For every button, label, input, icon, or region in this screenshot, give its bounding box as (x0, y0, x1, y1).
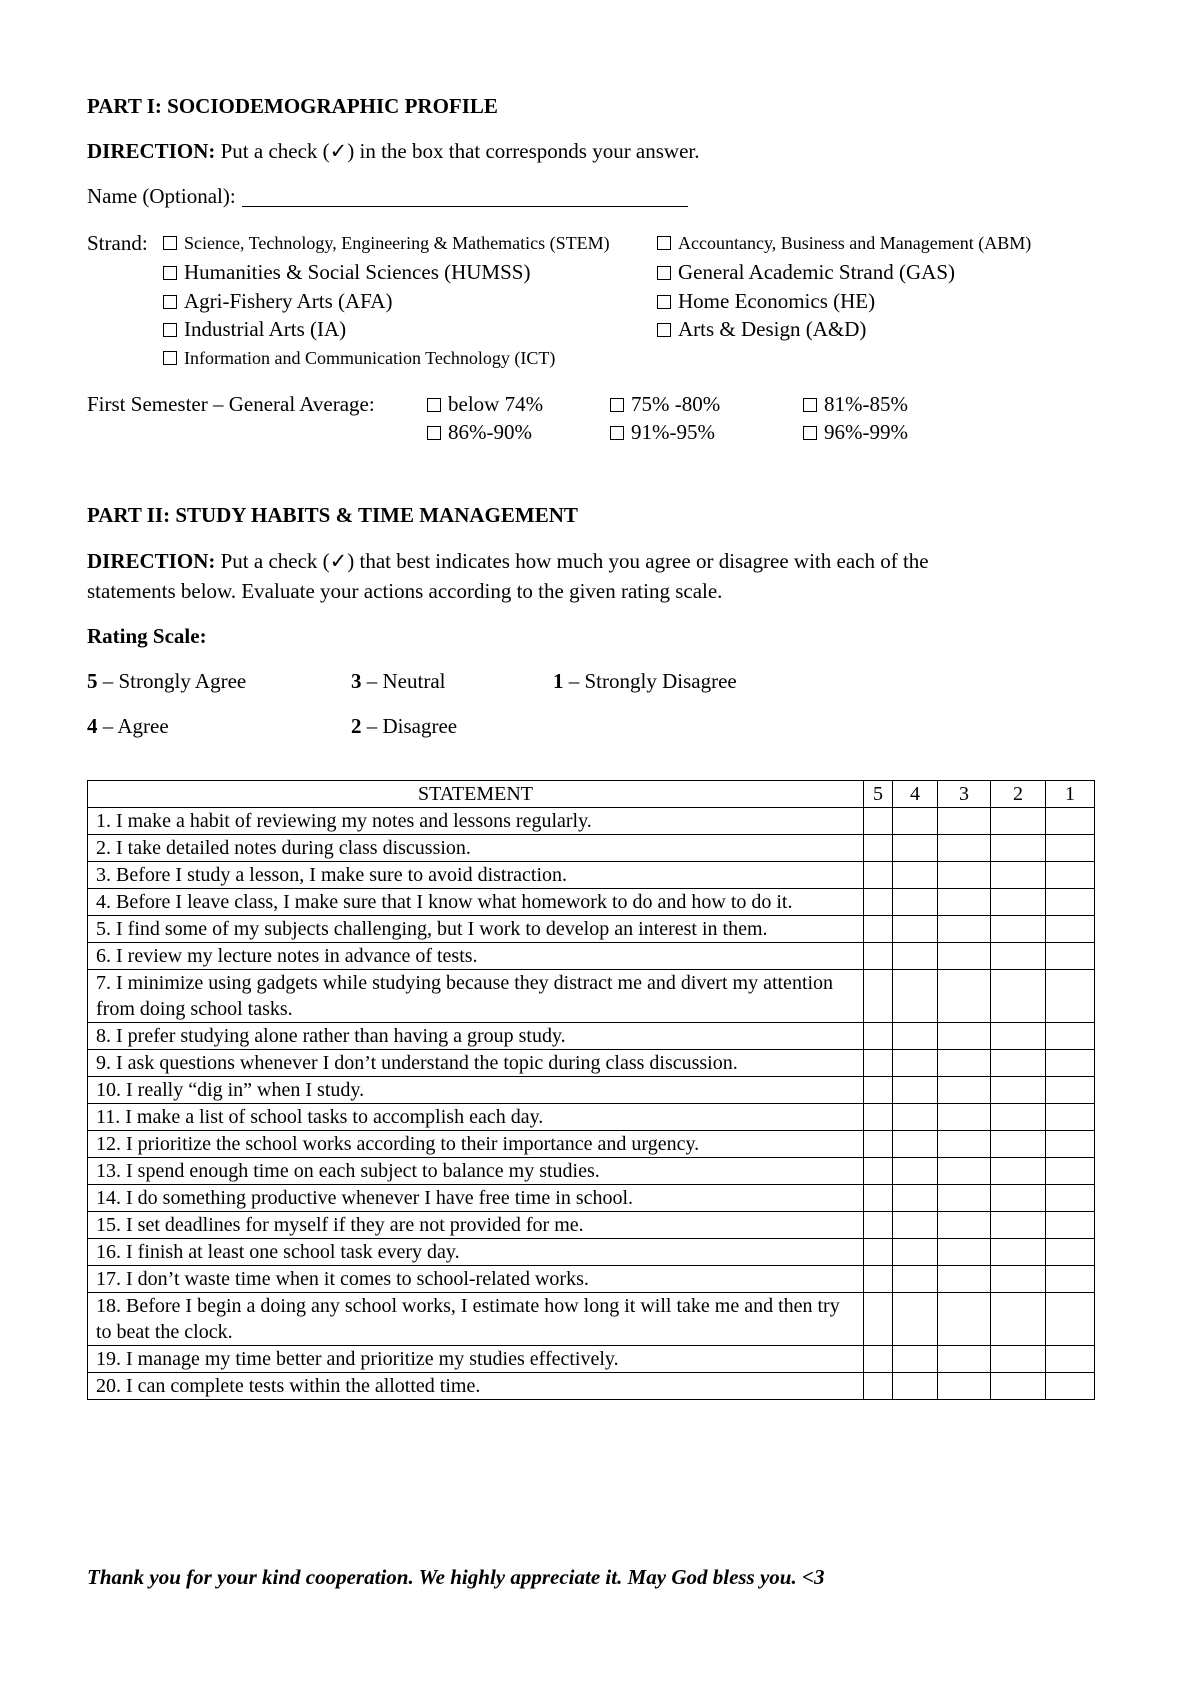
statement-cell: 1. I make a habit of reviewing my notes and lessons regularly. (88, 808, 864, 835)
statement-cell: 15. I set deadlines for myself if they are not provided for me. (88, 1212, 864, 1239)
header-4: 4 (893, 781, 938, 808)
strand-option-afa[interactable] (163, 289, 392, 314)
rating-cell-1[interactable] (1046, 862, 1095, 889)
rating-cell-5[interactable] (864, 862, 893, 889)
rating-cell-3[interactable] (938, 1131, 991, 1158)
checkbox[interactable] (163, 266, 177, 280)
rating-cell-3[interactable] (938, 1266, 991, 1293)
table-header-row (88, 781, 1095, 808)
rating-cell-3[interactable] (938, 1293, 991, 1346)
table-row (88, 1293, 1095, 1346)
rating-cell-3[interactable] (938, 1185, 991, 1212)
table-row (88, 1050, 1095, 1077)
checkbox[interactable] (657, 295, 671, 309)
option-label: 86%-90% (448, 420, 532, 444)
rating-cell-1[interactable] (1046, 1131, 1095, 1158)
table-row (88, 1346, 1095, 1373)
rating-cell-5[interactable] (864, 835, 893, 862)
rating-cell-4[interactable] (893, 1212, 938, 1239)
statement-cell: 3. Before I study a lesson, I make sure to avoid distraction. (88, 862, 864, 889)
name-label: Name (Optional): (87, 184, 236, 208)
scale-item: 3 – Neutral (351, 669, 446, 693)
statement-cell: 16. I finish at least one school task every day. (88, 1239, 864, 1266)
statement-cell: 17. I don’t waste time when it comes to school-related works. (88, 1266, 864, 1293)
checkbox[interactable] (427, 426, 441, 440)
rating-cell-2[interactable] (991, 1293, 1046, 1346)
rating-cell-5[interactable] (864, 1346, 893, 1373)
rating-cell-3[interactable] (938, 835, 991, 862)
rating-cell-4[interactable] (893, 1373, 938, 1400)
table-row (88, 862, 1095, 889)
table-row (88, 808, 1095, 835)
rating-cell-4[interactable] (893, 862, 938, 889)
rating-cell-5[interactable] (864, 808, 893, 835)
header-5: 5 (864, 781, 893, 808)
strand-option-he[interactable] (657, 289, 875, 314)
rating-cell-5[interactable] (864, 1373, 893, 1400)
checkbox[interactable] (657, 266, 671, 280)
strand-option-ict[interactable] (163, 348, 555, 369)
table-row (88, 835, 1095, 862)
rating-cell-2[interactable] (991, 1050, 1046, 1077)
statement-cell: 12. I prioritize the school works according to their importance and urgency. (88, 1131, 864, 1158)
direction-text: Put a check (✓) that best indicates how much you agree or disagree with each of the (215, 549, 929, 573)
rating-cell-3[interactable] (938, 1050, 991, 1077)
rating-cell-1[interactable] (1046, 1104, 1095, 1131)
strand-label: Strand: (87, 231, 148, 255)
rating-cell-4[interactable] (893, 1266, 938, 1293)
option-label: Accountancy, Business and Management (ABM) (678, 233, 1032, 253)
rating-cell-1[interactable] (1046, 943, 1095, 970)
table-row (88, 1158, 1095, 1185)
checkbox[interactable] (163, 236, 177, 250)
statement-cell: 5. I find some of my subjects challenging, but I work to develop an interest in them. (88, 916, 864, 943)
checkbox[interactable] (610, 426, 624, 440)
statement-cell: 8. I prefer studying alone rather than having a group study. (88, 1023, 864, 1050)
rating-cell-5[interactable] (864, 1239, 893, 1266)
rating-cell-2[interactable] (991, 1212, 1046, 1239)
part1-title: PART I: SOCIODEMOGRAPHIC PROFILE (87, 94, 498, 118)
table-row (88, 916, 1095, 943)
rating-cell-3[interactable] (938, 943, 991, 970)
rating-cell-2[interactable] (991, 1158, 1046, 1185)
rating-cell-3[interactable] (938, 970, 991, 1023)
rating-cell-4[interactable] (893, 1023, 938, 1050)
strand-option-ia[interactable] (163, 317, 346, 342)
part2-direction-line1 (87, 549, 929, 574)
rating-cell-4[interactable] (893, 1185, 938, 1212)
rating-cell-5[interactable] (864, 943, 893, 970)
rating-cell-1[interactable] (1046, 1077, 1095, 1104)
option-label: 81%-85% (824, 392, 908, 416)
statement-table (87, 780, 1095, 1400)
scale-item: 4 – Agree (87, 714, 169, 738)
name-input-line[interactable] (242, 188, 688, 207)
rating-cell-2[interactable] (991, 808, 1046, 835)
rating-scale-label: Rating Scale: (87, 624, 207, 648)
rating-cell-4[interactable] (893, 943, 938, 970)
table-row (88, 1077, 1095, 1104)
statement-cell: 11. I make a list of school tasks to accomplish each day. (88, 1104, 864, 1131)
direction-label: DIRECTION: (87, 549, 216, 573)
rating-cell-1[interactable] (1046, 1158, 1095, 1185)
rating-cell-4[interactable] (893, 1131, 938, 1158)
rating-cell-2[interactable] (991, 862, 1046, 889)
rating-cell-5[interactable] (864, 1077, 893, 1104)
rating-cell-1[interactable] (1046, 835, 1095, 862)
rating-cell-1[interactable] (1046, 1346, 1095, 1373)
option-label: Information and Communication Technology (ICT) (184, 348, 556, 368)
rating-cell-5[interactable] (864, 1023, 893, 1050)
table-row (88, 1373, 1095, 1400)
table-row (88, 1185, 1095, 1212)
table-row (88, 1104, 1095, 1131)
rating-cell-1[interactable] (1046, 1373, 1095, 1400)
part2-direction-line2: statements below. Evaluate your actions according to the given rating scale. (87, 579, 723, 603)
rating-cell-3[interactable] (938, 1373, 991, 1400)
rating-cell-1[interactable] (1046, 1185, 1095, 1212)
table-row (88, 1266, 1095, 1293)
rating-cell-4[interactable] (893, 1293, 938, 1346)
option-label: Humanities & Social Sciences (HUMSS) (184, 260, 531, 284)
rating-cell-2[interactable] (991, 835, 1046, 862)
checkbox[interactable] (163, 295, 177, 309)
rating-cell-1[interactable] (1046, 1212, 1095, 1239)
scale-item: 2 – Disagree (351, 714, 458, 738)
statement-cell: 2. I take detailed notes during class discussion. (88, 835, 864, 862)
rating-cell-5[interactable] (864, 889, 893, 916)
direction-text: Put a check (✓) in the box that corresponds your answer. (215, 139, 700, 163)
rating-cell-3[interactable] (938, 916, 991, 943)
checkbox[interactable] (163, 323, 177, 337)
rating-cell-3[interactable] (938, 1077, 991, 1104)
average-option[interactable] (427, 392, 543, 417)
part1-direction (87, 139, 700, 164)
rating-cell-5[interactable] (864, 1050, 893, 1077)
rating-cell-2[interactable] (991, 1266, 1046, 1293)
statement-cell: 9. I ask questions whenever I don’t understand the topic during class discussion. (88, 1050, 864, 1077)
rating-cell-1[interactable] (1046, 808, 1095, 835)
statement-cell: 14. I do something productive whenever I have free time in school. (88, 1185, 864, 1212)
table-row (88, 1239, 1095, 1266)
strand-option-gas[interactable] (657, 260, 955, 285)
rating-cell-2[interactable] (991, 1373, 1046, 1400)
rating-cell-1[interactable] (1046, 1023, 1095, 1050)
rating-cell-2[interactable] (991, 970, 1046, 1023)
rating-cell-2[interactable] (991, 1077, 1046, 1104)
rating-cell-3[interactable] (938, 1158, 991, 1185)
option-label: 75% -80% (631, 392, 721, 416)
rating-cell-1[interactable] (1046, 1266, 1095, 1293)
table-row (88, 943, 1095, 970)
rating-cell-2[interactable] (991, 943, 1046, 970)
checkbox[interactable] (803, 426, 817, 440)
option-label: Agri-Fishery Arts (AFA) (184, 289, 393, 313)
rating-cell-3[interactable] (938, 1023, 991, 1050)
statement-cell: 13. I spend enough time on each subject to balance my studies. (88, 1158, 864, 1185)
header-3: 3 (938, 781, 991, 808)
statement-cell: 6. I review my lecture notes in advance of tests. (88, 943, 864, 970)
statement-cell: 20. I can complete tests within the allotted time. (88, 1373, 864, 1400)
rating-cell-2[interactable] (991, 1239, 1046, 1266)
checkbox[interactable] (803, 398, 817, 412)
average-option[interactable] (803, 392, 908, 417)
option-label: 96%-99% (824, 420, 908, 444)
rating-cell-5[interactable] (864, 1104, 893, 1131)
statement-cell: 19. I manage my time better and prioritize my studies effectively. (88, 1346, 864, 1373)
rating-cell-1[interactable] (1046, 1239, 1095, 1266)
table-row (88, 1212, 1095, 1239)
part2-title: PART II: STUDY HABITS & TIME MANAGEMENT (87, 503, 578, 527)
checkbox[interactable] (163, 351, 177, 365)
checkbox[interactable] (427, 398, 441, 412)
header-statement: STATEMENT (88, 781, 864, 808)
rating-cell-2[interactable] (991, 1346, 1046, 1373)
rating-cell-1[interactable] (1046, 1293, 1095, 1346)
rating-cell-4[interactable] (893, 1239, 938, 1266)
rating-cell-5[interactable] (864, 1293, 893, 1346)
statement-cell: 18. Before I begin a doing any school works, I estimate how long it will take me and then try to beat the clock. (88, 1293, 864, 1346)
rating-cell-2[interactable] (991, 889, 1046, 916)
table-row (88, 970, 1095, 1023)
checkbox[interactable] (657, 236, 671, 250)
strand-option-stem[interactable] (163, 233, 610, 254)
rating-cell-3[interactable] (938, 1104, 991, 1131)
table-row (88, 889, 1095, 916)
rating-cell-1[interactable] (1046, 1050, 1095, 1077)
checkbox[interactable] (657, 323, 671, 337)
rating-cell-4[interactable] (893, 916, 938, 943)
header-2: 2 (991, 781, 1046, 808)
rating-cell-1[interactable] (1046, 970, 1095, 1023)
statement-cell: 10. I really “dig in” when I study. (88, 1077, 864, 1104)
rating-cell-1[interactable] (1046, 889, 1095, 916)
rating-cell-2[interactable] (991, 1131, 1046, 1158)
rating-cell-2[interactable] (991, 1104, 1046, 1131)
name-row (87, 184, 688, 209)
scale-item: 1 – Strongly Disagree (553, 669, 737, 693)
average-option[interactable] (610, 420, 715, 445)
rating-cell-4[interactable] (893, 835, 938, 862)
rating-cell-5[interactable] (864, 916, 893, 943)
rating-cell-3[interactable] (938, 1212, 991, 1239)
rating-cell-4[interactable] (893, 1346, 938, 1373)
scale-item: 5 – Strongly Agree (87, 669, 247, 693)
rating-cell-4[interactable] (893, 1077, 938, 1104)
rating-cell-2[interactable] (991, 916, 1046, 943)
rating-cell-4[interactable] (893, 808, 938, 835)
rating-cell-4[interactable] (893, 970, 938, 1023)
rating-cell-5[interactable] (864, 1266, 893, 1293)
rating-cell-5[interactable] (864, 970, 893, 1023)
direction-label: DIRECTION: (87, 139, 216, 163)
option-label: General Academic Strand (GAS) (678, 260, 955, 284)
rating-cell-4[interactable] (893, 1158, 938, 1185)
table-row (88, 1131, 1095, 1158)
statement-cell: 4. Before I leave class, I make sure that I know what homework to do and how to do it. (88, 889, 864, 916)
rating-cell-5[interactable] (864, 1185, 893, 1212)
statement-cell: 7. I minimize using gadgets while studying because they distract me and divert my attention from doing school tasks. (88, 970, 864, 1023)
strand-option-abm[interactable] (657, 233, 1031, 254)
average-option[interactable] (427, 420, 532, 445)
rating-cell-1[interactable] (1046, 916, 1095, 943)
rating-cell-2[interactable] (991, 1185, 1046, 1212)
average-option[interactable] (803, 420, 908, 445)
strand-option-ad[interactable] (657, 317, 866, 342)
option-label: Arts & Design (A&D) (678, 317, 867, 341)
option-label: below 74% (448, 392, 544, 416)
average-label: First Semester – General Average: (87, 392, 375, 416)
thank-you-note: Thank you for your kind cooperation. We highly appreciate it. May God bless you. <3 (87, 1565, 825, 1589)
rating-cell-4[interactable] (893, 1050, 938, 1077)
rating-cell-5[interactable] (864, 1131, 893, 1158)
option-label: 91%-95% (631, 420, 715, 444)
option-label: Home Economics (HE) (678, 289, 876, 313)
rating-cell-5[interactable] (864, 1158, 893, 1185)
rating-cell-4[interactable] (893, 1104, 938, 1131)
average-option[interactable] (610, 392, 720, 417)
rating-cell-2[interactable] (991, 1023, 1046, 1050)
rating-cell-3[interactable] (938, 1346, 991, 1373)
rating-cell-3[interactable] (938, 889, 991, 916)
table-row (88, 1023, 1095, 1050)
rating-cell-3[interactable] (938, 808, 991, 835)
rating-cell-4[interactable] (893, 889, 938, 916)
rating-cell-3[interactable] (938, 1239, 991, 1266)
checkbox[interactable] (610, 398, 624, 412)
option-label: Industrial Arts (IA) (184, 317, 347, 341)
strand-option-humss[interactable] (163, 260, 530, 285)
header-1: 1 (1046, 781, 1095, 808)
option-label: Science, Technology, Engineering & Mathematics (STEM) (184, 233, 610, 253)
rating-cell-5[interactable] (864, 1212, 893, 1239)
rating-cell-3[interactable] (938, 862, 991, 889)
